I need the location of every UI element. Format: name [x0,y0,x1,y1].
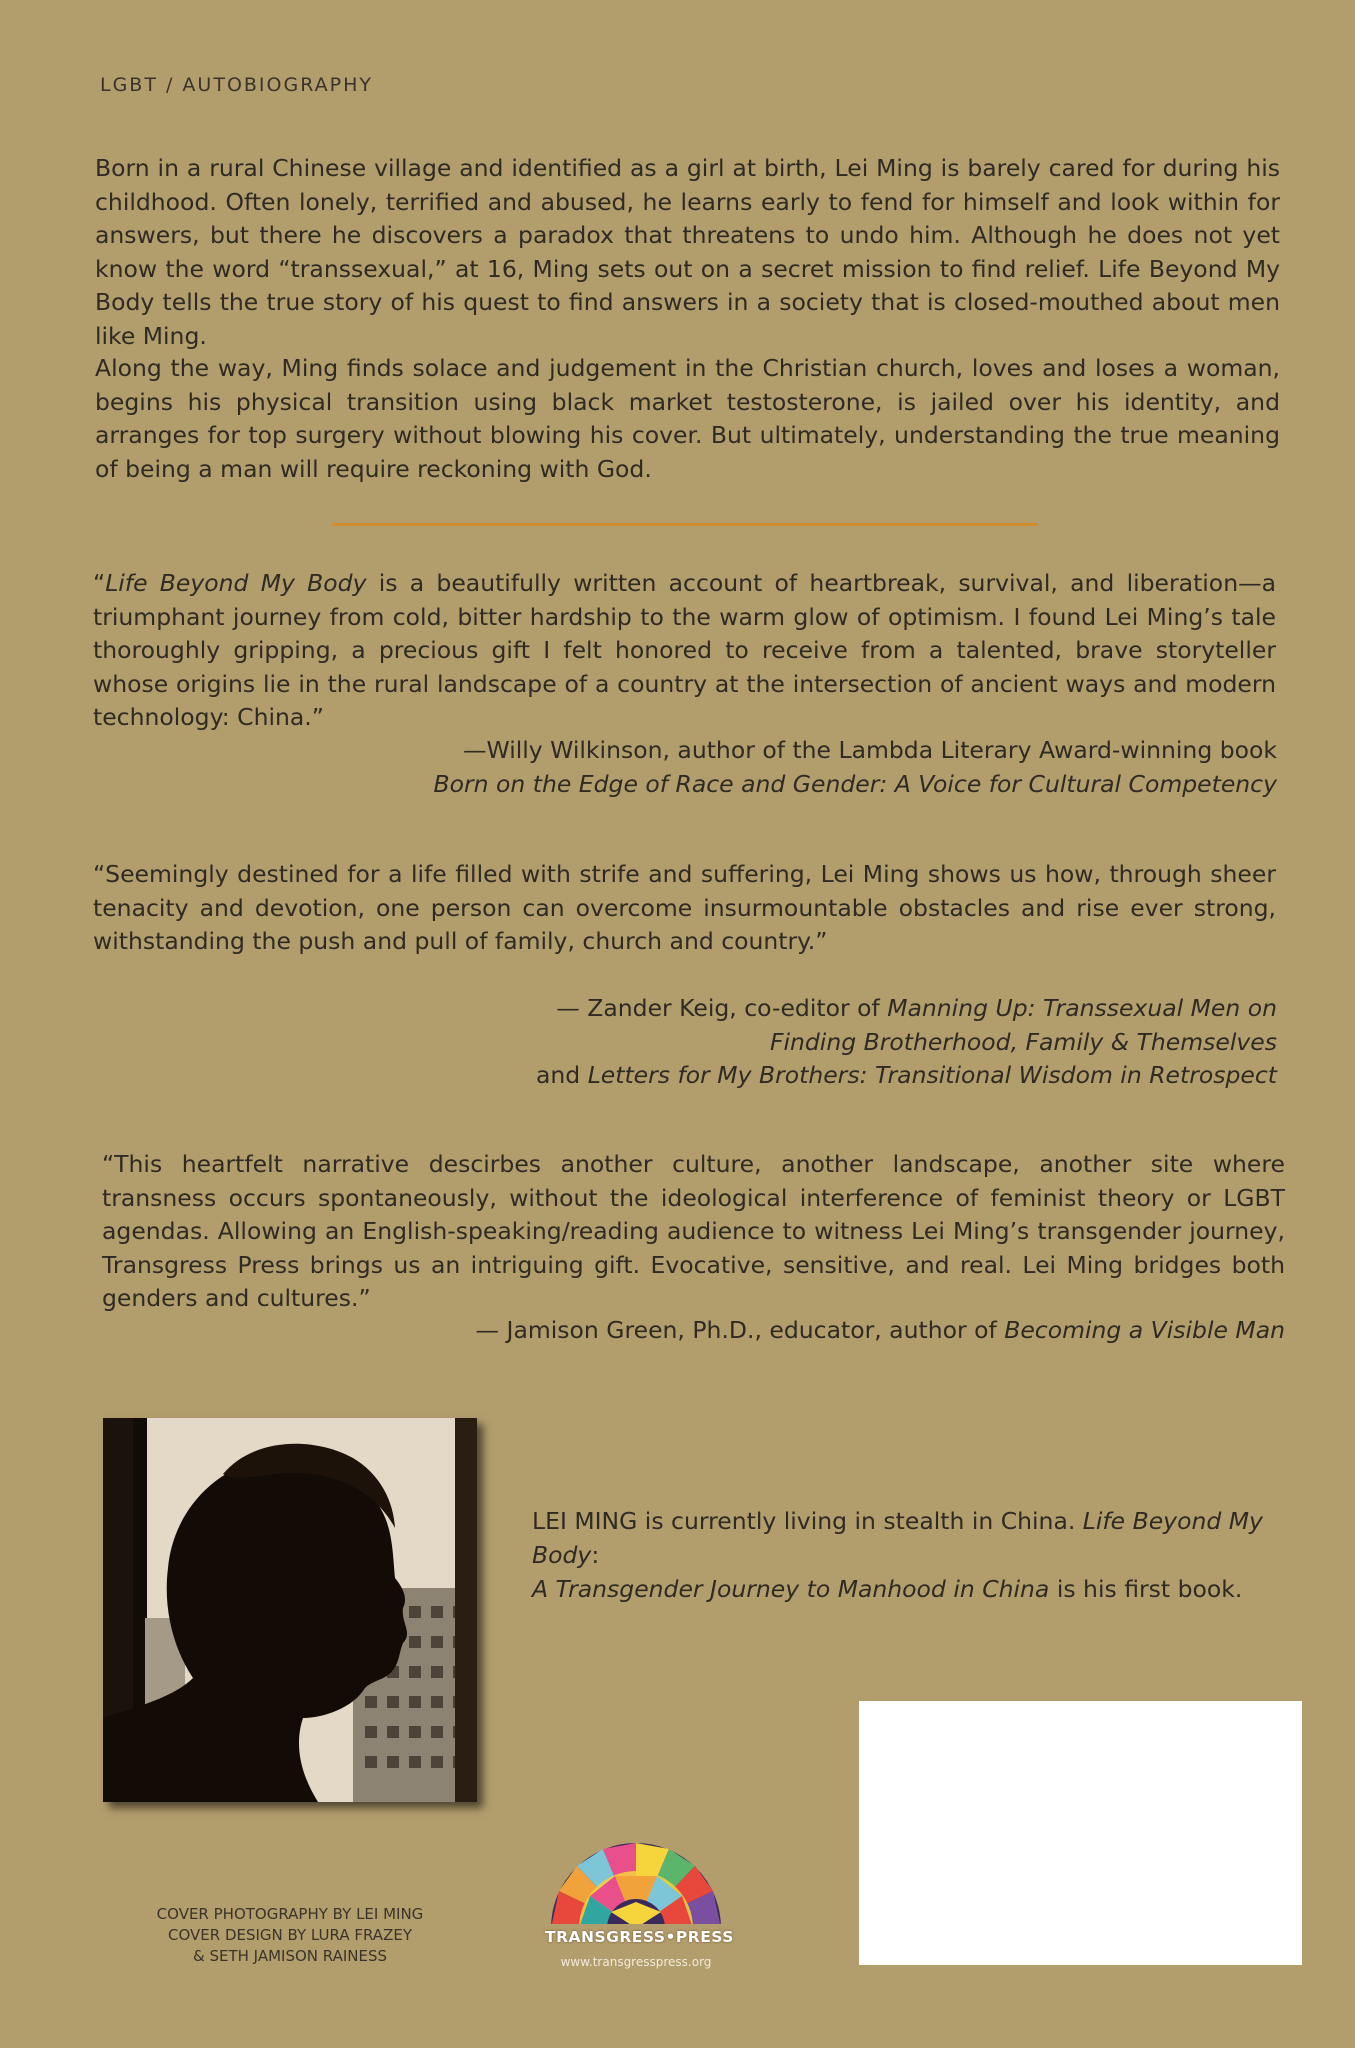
section-divider [332,523,1038,526]
blurb-2-attribution [536,992,1277,1093]
author-bio-book-subtitle: A Transgender Journey to Manhood in China [532,1575,1050,1603]
sunburst-logo-icon [545,1836,727,1936]
barcode-placeholder [859,1701,1302,1965]
blurb-2-text: “Seemingly destined for a life filled with strife and suffering, Lei Ming shows us how, through sheer tenacity and devotion, one person can overcome insurmountable obstacles and rise ever strong, withstanding the push and pull of family, church and country.” [93,860,1276,955]
blurb-1-open-quote: “ [93,569,106,597]
blurb-1-attribution-book: Born on the Edge of Race and Gender: A Voice for Cultural Competency [433,769,1277,798]
blurb-3-text: “This heartfelt narrative descirbes another culture, another landscape, another site where transness occurs spontaneously, without the ideological interference of feminist theory or LGBT agendas. Allowing an English-speaking/reading audience to witness Lei Ming’s transgender journey, Transgress Press brings us an intriguing gift. Evocative, sensitive, and real. Lei Ming bridges both genders and cultures.” [102,1150,1285,1312]
author-silhouette-image [103,1418,477,1802]
description-paragraph-1: Born in a rural Chinese village and identified as a girl at birth, Lei Ming is barely cared for during his childhood. Often lonely, terrified and abused, he learns early to fend for himself and look within for answers, but there he discovers a paradox that threatens to undo him. Although he does not yet know the word “transsexual,” at 16, Ming sets out on a secret mission to find relief. Life Beyond My Body tells the true story of his quest to find answers in a society that is closed-mouthed about men like Ming. [95,154,1280,350]
publisher-name: TRANSGRESS•PRESS [545,1928,734,1946]
author-bio-suffix: is his first book. [1049,1575,1243,1603]
author-bio-prefix: LEI MING is currently living in stealth in China. [532,1507,1083,1535]
publisher-logo [545,1836,734,1974]
credit-design: COVER DESIGN BY LURA FRAZEY [168,1926,412,1944]
blurb-1-attribution-line1: —Willy Wilkinson, author of the Lambda Literary Award-winning book [462,736,1277,764]
blurb-2-attribution-book-1b: Finding Brotherhood, Family & Themselves [769,1027,1277,1056]
author-photo [103,1418,477,1802]
cover-credits [150,1904,430,1967]
category-label: LGBT / AUTOBIOGRAPHY [100,74,373,96]
blurb-3-attribution [476,1314,1285,1348]
publisher-url: www.transgresspress.org [560,1955,712,1969]
blurb-2-attribution-book-2: Letters for My Brothers: Transitional Wisdom in Retrospect [587,1061,1277,1089]
blurb-2-attribution-prefix: — Zander Keig, co-editor of [556,994,888,1022]
blurb-1-text [93,567,1276,735]
description-paragraph-2: Along the way, Ming finds solace and judgement in the Christian church, loves and loses a woman, begins his physical transition using black market testosterone, is jailed over his identity, and arranges for top surgery without blowing his cover. But ultimately, understanding the true meaning of being a man will require reckoning with God. [95,354,1280,483]
blurb-3-attribution-prefix: — Jamison Green, Ph.D., educator, author of [475,1316,1005,1344]
author-bio [532,1504,1272,1606]
blurb-2-attribution-book-1a: Manning Up: Transsexual Men on [887,994,1277,1022]
author-bio-colon: : [591,1541,600,1569]
blurb-1-attribution [433,734,1277,801]
blurb-3-attribution-book: Becoming a Visible Man [1004,1316,1285,1344]
blurb-2-attribution-and: and [536,1061,588,1089]
credit-photography: COVER PHOTOGRAPHY BY LEI MING [156,1905,424,1923]
blurb-1-body: is a beautifully written account of heartbreak, survival, and liberation—a triumphant journey from cold, bitter hardship to the warm glow of optimism. I found Lei Ming’s tale thoroughly gripping, a precious gift I felt honored to receive from a talented, brave storyteller whose origins lie in the rural landscape of a country at the intersection of ancient ways and modern technology: China.” [93,569,1276,731]
credit-design-2: & SETH JAMISON RAINESS [192,1947,388,1965]
author-bio-book-title: Life Beyond My Body [532,1507,1263,1569]
blurb-1-book-title: Life Beyond My Body [105,569,367,597]
